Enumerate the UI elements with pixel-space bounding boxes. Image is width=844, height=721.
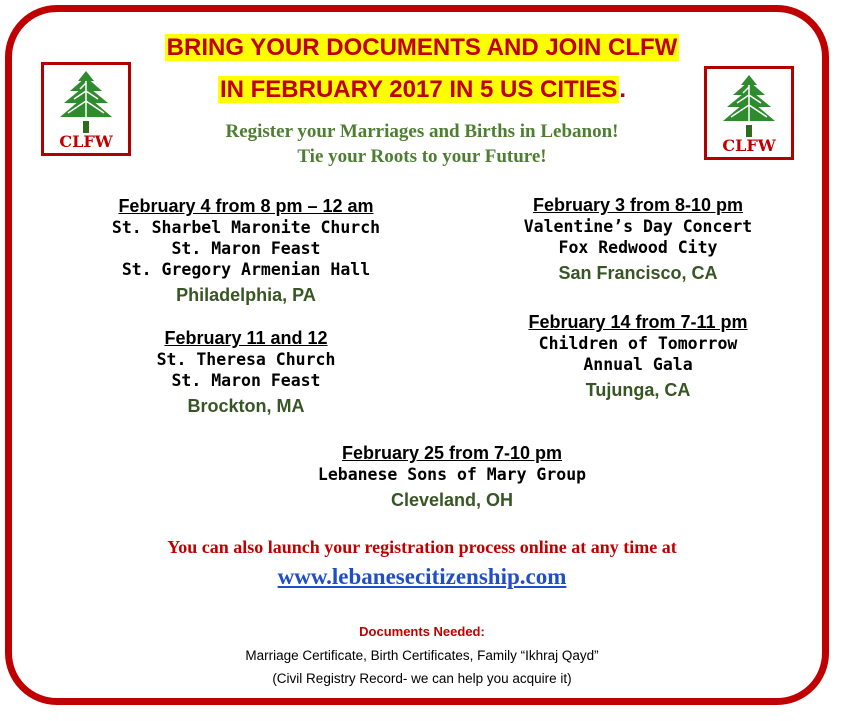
event-brockton <box>60 328 432 419</box>
event-detail: St. Theresa Church <box>156 350 336 369</box>
event-detail: St. Maron Feast <box>171 371 321 390</box>
event-detail: St. Maron Feast <box>171 239 321 258</box>
online-registration-text: You can also launch your registration process online at any time at <box>167 537 677 557</box>
event-detail: Valentine’s Day Concert <box>523 217 753 236</box>
documents-needed-line-1: Marriage Certificate, Birth Certificates, Family “Ikhraj Qayd” <box>245 648 599 663</box>
event-date: February 4 from 8 pm – 12 am <box>118 196 374 216</box>
event-date: February 11 and 12 <box>164 328 328 348</box>
event-tujunga <box>460 312 816 403</box>
event-detail: Fox Redwood City <box>558 238 718 257</box>
subtitle-line-1: Register your Marriages and Births in Lebanon! <box>225 121 619 142</box>
event-san-francisco <box>460 195 816 286</box>
event-philadelphia <box>60 196 432 308</box>
event-city: Philadelphia, PA <box>176 285 316 305</box>
documents-needed-title: Documents Needed: <box>359 624 485 639</box>
event-detail: St. Sharbel Maronite Church <box>111 218 381 237</box>
website-link[interactable]: www.lebanesecitizenship.com <box>277 564 567 589</box>
clfw-logo-text: CLFW <box>59 132 113 151</box>
event-detail: St. Gregory Armenian Hall <box>121 260 371 279</box>
website-link-container <box>0 563 844 591</box>
headline-line-1-text: BRING YOUR DOCUMENTS AND JOIN CLFW <box>166 34 678 61</box>
event-city: Tujunga, CA <box>585 380 691 400</box>
headline-line-2-text: IN FEBRUARY 2017 IN 5 US CITIES <box>219 76 618 103</box>
event-cleveland <box>200 443 704 513</box>
subtitle-line-2: Tie your Roots to your Future! <box>297 146 547 167</box>
event-city: San Francisco, CA <box>558 263 718 283</box>
event-date: February 14 from 7-11 pm <box>528 312 748 332</box>
documents-needed-line-2: (Civil Registry Record- we can help you acquire it) <box>272 671 572 686</box>
event-city: Brockton, MA <box>187 396 305 416</box>
clfw-logo-text: CLFW <box>722 136 776 155</box>
event-detail: Lebanese Sons of Mary Group <box>317 465 587 484</box>
headline-line-1 <box>0 33 844 63</box>
headline-line-2-period: . <box>619 76 627 103</box>
event-date: February 25 from 7-10 pm <box>341 443 563 463</box>
event-city: Cleveland, OH <box>390 490 514 510</box>
event-detail: Children of Tomorrow <box>538 334 738 353</box>
event-detail: Annual Gala <box>583 355 693 374</box>
event-date: February 3 from 8-10 pm <box>532 195 744 215</box>
